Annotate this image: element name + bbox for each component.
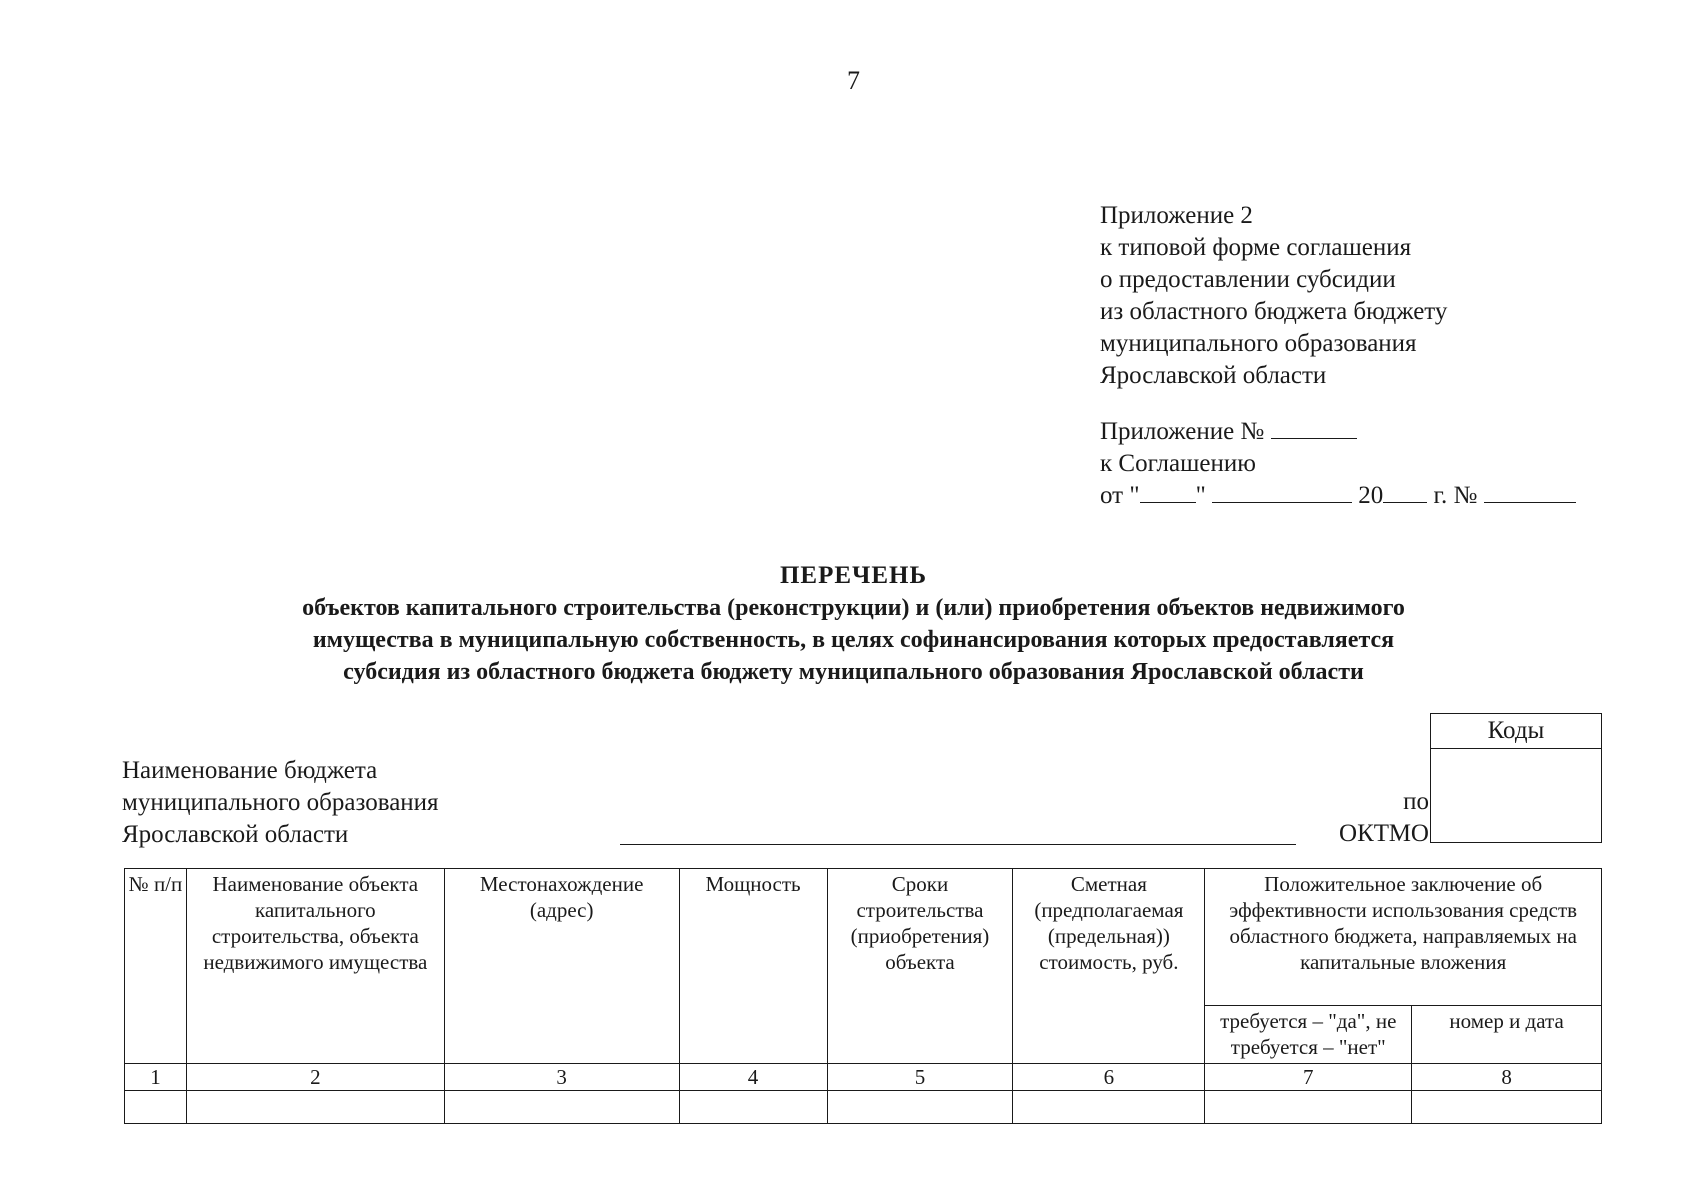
po-label: по <box>1403 788 1429 815</box>
year-prefix: 20 <box>1358 482 1384 509</box>
header-terms: Сроки строительства (приобретения) объекта <box>827 869 1013 1064</box>
oktmo-code-field[interactable] <box>1431 749 1601 843</box>
header-object-name: Наименование объекта капитального строительства, объекта недвижимого имущества <box>186 869 444 1064</box>
column-number: 6 <box>1013 1064 1205 1091</box>
codes-box <box>1430 713 1602 843</box>
date-quote-close: " <box>1195 482 1206 509</box>
table-cell[interactable] <box>1412 1091 1602 1124</box>
table-cell[interactable] <box>1205 1091 1412 1124</box>
column-number: 7 <box>1205 1064 1412 1091</box>
table-cell[interactable] <box>444 1091 679 1124</box>
appendix-header-line: из областного бюджета бюджету <box>1100 298 1448 325</box>
day-blank[interactable] <box>1140 480 1196 503</box>
document-title <box>0 560 1707 688</box>
agreement-date-line <box>1100 480 1576 512</box>
agreement-label: к Соглашению <box>1100 450 1256 477</box>
number-label: г. № <box>1433 482 1478 509</box>
codes-header: Коды <box>1431 714 1601 749</box>
table-cell[interactable] <box>186 1091 444 1124</box>
month-blank[interactable] <box>1212 480 1352 503</box>
appendix-header <box>1100 200 1447 392</box>
year-blank[interactable] <box>1383 480 1427 503</box>
column-number: 3 <box>444 1064 679 1091</box>
header-number-date: номер и дата <box>1412 1006 1602 1064</box>
budget-name-label <box>122 755 439 851</box>
appendix-header-line: о предоставлении субсидии <box>1100 266 1396 293</box>
appendix-header-line: к типовой форме соглашения <box>1100 234 1412 261</box>
oktmo-label: ОКТМО <box>1339 820 1429 847</box>
header-number: № п/п <box>125 869 187 1064</box>
budget-label-line: Ярославской области <box>122 821 349 848</box>
table-cell[interactable] <box>827 1091 1013 1124</box>
objects-table <box>124 868 1602 1124</box>
appendix-header-line: Приложение 2 <box>1100 202 1253 229</box>
column-number: 2 <box>186 1064 444 1091</box>
budget-label-line: Наименование бюджета <box>122 757 378 784</box>
table-header-row <box>125 869 1602 1006</box>
budget-name-field[interactable] <box>620 844 1296 845</box>
column-numbers-row <box>125 1064 1602 1091</box>
column-number: 1 <box>125 1064 187 1091</box>
agreement-appendix-number-line <box>1100 416 1576 448</box>
header-required: требуется – "да", не требуется – "нет" <box>1205 1006 1412 1064</box>
table-cell[interactable] <box>125 1091 187 1124</box>
page-number: 7 <box>847 66 860 95</box>
appendix-header-line: муниципального образования <box>1100 330 1417 357</box>
agreement-reference <box>1100 416 1576 512</box>
agreement-number-blank[interactable] <box>1484 480 1576 503</box>
table-cell[interactable] <box>1013 1091 1205 1124</box>
title-sub-line: имущества в муниципальную собственность, в целях софинансирования которых предоставляется <box>312 627 1395 653</box>
table-row <box>125 1091 1602 1124</box>
budget-label-line: муниципального образования <box>122 789 439 816</box>
column-number: 4 <box>679 1064 827 1091</box>
appendix-number-blank[interactable] <box>1271 416 1357 439</box>
title-main: ПЕРЕЧЕНЬ <box>779 562 928 589</box>
header-location: Местонахождение (адрес) <box>444 869 679 1064</box>
header-conclusion-group: Положительное заключение об эффективности использования средств областного бюджета, направляемых на капитальные вложения <box>1205 869 1602 1006</box>
column-number: 5 <box>827 1064 1013 1091</box>
header-capacity: Мощность <box>679 869 827 1064</box>
title-sub-line: объектов капитального строительства (реконструкции) и (или) приобретения объектов недвижимого <box>302 595 1405 621</box>
header-cost: Сметная (предполагаемая (предельная)) стоимость, руб. <box>1013 869 1205 1064</box>
table-cell[interactable] <box>679 1091 827 1124</box>
date-from-prefix: от " <box>1100 482 1140 509</box>
column-number: 8 <box>1412 1064 1602 1091</box>
title-sub-line: субсидия из областного бюджета бюджету муниципального образования Ярославской области <box>343 659 1364 685</box>
appendix-header-line: Ярославской области <box>1100 362 1327 389</box>
agreement-appendix-label: Приложение № <box>1100 418 1265 445</box>
